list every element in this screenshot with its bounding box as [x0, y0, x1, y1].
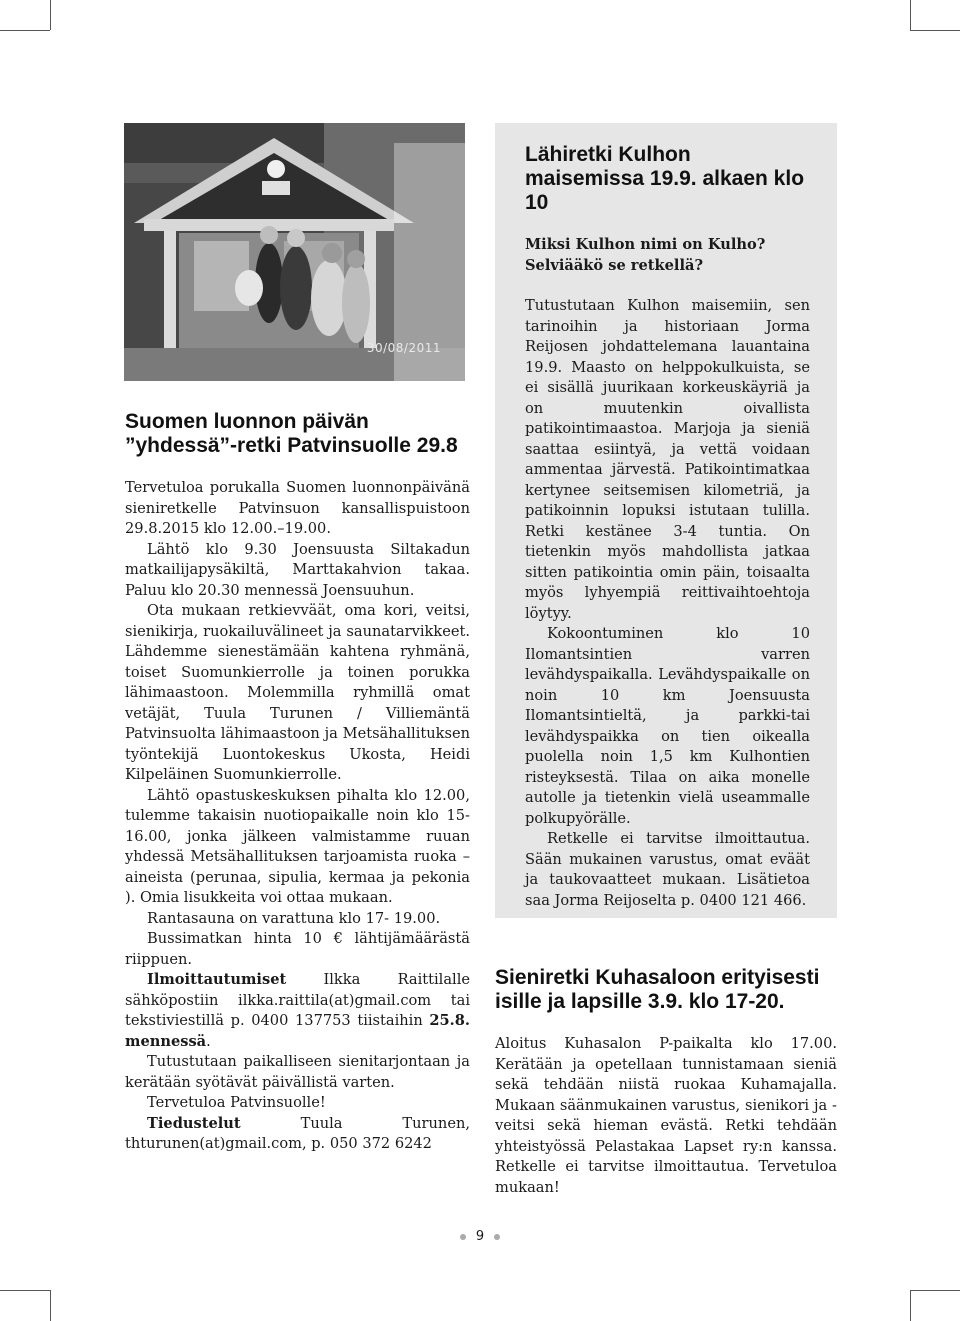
crop-mark — [0, 30, 50, 31]
bullet-icon — [494, 1234, 500, 1240]
box-paragraph: Tutustutaan Kulhon maisemiin, sen tarinoihin ja historiaan Jorma Reijosen johdattelemana lauantaina 19.9. Maasto on helppokulkuista, se ei sisällä juurikaan korkeuskäyriä ja on muutenkin oivallista patikointimaastoa. Marjoja ja sieniä saattaa esiintyä, ja vettä voidaan ammentaa järvestä. Patikointimatkaa kertynee seitsemisen kilometriä, ja patikoinnin lopuksi istutaan tulilla. Retki kestänee 3-4 tuntia. On tietenkin myös mahdollista jatkaa sitten patikointia omin päin, toisaalta myös lyhyempiä reittivaihtoehtoja löytyy. — [525, 297, 810, 622]
crop-mark — [50, 1290, 51, 1321]
box-subheading: Miksi Kulhon nimi on Kulho? Selviääkö se retkellä? — [525, 236, 766, 274]
signup-text: Ilkka Raittilalle sähköpostiin ilkka.raittila(at)gmail.com tai tekstiviestillä p. 0400 137753 tiistaihin — [125, 971, 470, 1029]
info-box — [495, 123, 837, 918]
contact-text: Tuula Turunen, thturunen(at)gmail.com, p. 050 372 6242 — [125, 1114, 470, 1152]
article-photo — [124, 123, 465, 381]
box-heading: Lähiretki Kulhon maisemissa 19.9. alkaen klo 10 — [525, 143, 805, 214]
left-paragraph: Tervetuloa Patvinsuolle! — [147, 1094, 326, 1111]
left-paragraph: Lähtö klo 9.30 Joensuusta Siltakadun matkailijapysäkiltä, Marttakahvion takaa. Paluu klo 20.30 mennessä Joensuuhun. — [125, 540, 470, 599]
left-paragraph: Tutustutaan paikalliseen sienitarjontaan ja kerätään syötävät päivällistä varten. — [125, 1053, 470, 1091]
left-paragraph: Rantasauna on varattuna klo 17- 19.00. — [147, 909, 441, 927]
right-paragraph: Aloitus Kuhasalon P-paikalta klo 17.00. Kerätään ja opetellaan tunnistamaan sieniä sekä tehdään niistä ruokaa Kuhamajalla. Mukaan säänmukainen varustus, sienikori ja -veitsi sekä hieman evästä. Retki tehdään yhteistyössä Pelastakaa Lapset ry:n kanssa. Retkelle ei tarvitse ilmoittautua. Tervetuloa mukaan! — [495, 1035, 837, 1196]
left-paragraph: Bussimatkan hinta 10 € lähtijämäärästä riippuen. — [125, 930, 470, 968]
signup-label: Ilmoittautumiset — [147, 971, 287, 988]
crop-mark — [910, 30, 960, 31]
left-paragraph: Ota mukaan retkievväät, oma kori, veitsi, sienikirja, ruokailuvälineet ja saunatarvikkeet. Lähdemme sienestämään kahtena ryhmänä, toiset Suomunkierrolle ja toinen porukka lähimaastoon. Molemmilla ryhmillä omat vetäjät, Tuula Turunen / Villiemäntä Patvinsuolta lähimaastoon ja Metsähallituksen työntekijä Luontokeskus Ukosta, Heidi Kilpeläinen Suomunkierrolle. — [125, 602, 470, 783]
page-number: 9 — [475, 1229, 485, 1244]
right-article-heading: Sieniretki Kuhasaloon erityisesti isille ja lapsille 3.9. klo 17-20. — [495, 966, 820, 1013]
signup-paragraph — [125, 970, 470, 1052]
box-paragraph: Retkelle ei tarvitse ilmoittautua. Sään mukainen varustus, omat eväät ja taukovaatteet mukaan. Lisätietoa saa Jorma Reijoselta p. 0400 121 466. — [525, 830, 810, 909]
bullet-icon — [460, 1234, 466, 1240]
left-paragraph: Tervetuloa porukalla Suomen luonnonpäivänä sieniretkelle Patvinsuon kansallispuistoon 29.8.2015 klo 12.00.–19.00. — [125, 479, 470, 537]
crop-mark — [910, 1290, 911, 1321]
crop-mark — [50, 0, 51, 30]
box-paragraph: Kokoontuminen klo 10 Ilomantsintien varren levähdyspaikalla. Levähdyspaikalle on noin 10 km Joensuusta Ilomantsintieltä, ja parkki-tai levähdyspaikka on tien oikealla puolella noin 1,5 km Kulhontien risteyksestä. Tilaa on aika monelle autolle ja tietenkin vielä useammalle polkupyörälle. — [525, 625, 810, 827]
photo-date-stamp: 30/08/2011 — [366, 341, 441, 355]
signup-deadline: 25.8. mennessä — [125, 1012, 470, 1050]
left-article — [125, 410, 470, 1155]
crop-mark — [910, 0, 911, 30]
right-article — [495, 966, 837, 1198]
left-paragraph: Lähtö opastuskeskuksen pihalta klo 12.00, tulemme takaisin nuotiopaikalle noin klo 15- 16.00, jonka jälkeen valmistamme ruuan yhdessä Metsähallituksen tarjoamista ruoka – aineista (perunaa, sipulia, kermaa ja pekonia ). Omia lisukkeita voi ottaa mukaan. — [125, 786, 470, 906]
contact-label: Tiedustelut — [147, 1114, 241, 1132]
left-article-heading: Suomen luonnon päivän ”yhdessä”-retki Patvinsuolle 29.8 — [125, 410, 458, 457]
crop-mark — [0, 1290, 50, 1291]
contact-paragraph — [125, 1114, 470, 1155]
signup-end: . — [206, 1032, 211, 1050]
page-footer — [0, 1229, 960, 1244]
crop-mark — [910, 1290, 960, 1291]
